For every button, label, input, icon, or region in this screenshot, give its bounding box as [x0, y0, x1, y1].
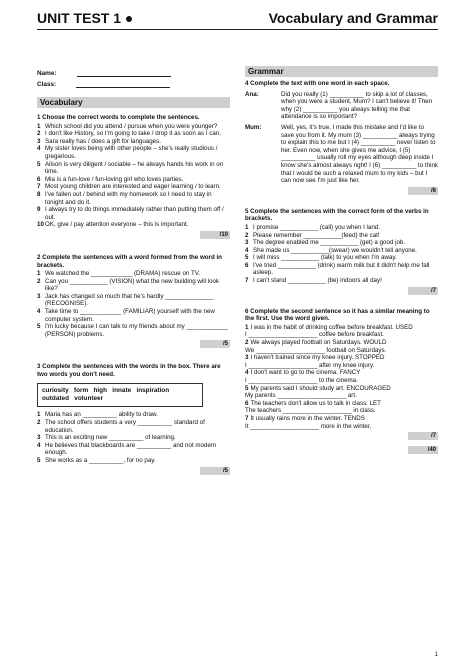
transform-line [245, 400, 438, 408]
transform-line [245, 347, 438, 355]
task2-title: 2 Complete the sentences with a word formed from the word in brackets. [37, 253, 222, 269]
word-box [37, 383, 203, 408]
item-text: Most young children are interested and eager learning / to learn. [45, 183, 221, 191]
dialog-line [245, 124, 438, 185]
total-score-value: /40 [408, 446, 438, 454]
item-text: I haven't trained since my knee injury. STOPPED [250, 354, 385, 362]
item-text: Sara really has / does a gift for languages. [45, 137, 161, 145]
list-item [37, 308, 230, 323]
section-title: Vocabulary and Grammar [268, 10, 438, 26]
class-line[interactable] [76, 81, 170, 88]
item-text: OK, give / pay attention everyone – this is important. [45, 221, 189, 229]
item-text: I don't like History, so I'm going to take / drop it as soon as I can. [45, 130, 221, 138]
item-number: 2 [37, 277, 41, 285]
item-number: 1 [37, 270, 41, 278]
task6-score [245, 432, 438, 440]
item-text: I don't want to go to the cinema. FANCY [250, 369, 361, 377]
task4-score-value: /6 [408, 187, 438, 195]
speaker-label: Ana: [245, 90, 259, 98]
item-number: 9 [37, 206, 41, 214]
item-text: She made us ___________(swear) we wouldn't tell anyone. [253, 246, 417, 254]
item-text: I was in the habit of drinking coffee before breakfast. USED [250, 323, 413, 331]
task1-score-value: /10 [200, 231, 230, 239]
list-item [37, 411, 230, 419]
task4-dialog [245, 91, 438, 185]
word-box-line2: outdated volunteer [42, 395, 104, 403]
dialog-text: Did you really (1) __________ to skip a lot of classes, when you were a student, Mum? I can't believe it! Then why (2) __________ you always telling me that attendance is so important? [281, 90, 433, 121]
list-item [245, 277, 438, 285]
task3-score-value: /5 [200, 467, 230, 475]
item-number: 7 [245, 414, 249, 422]
dialog-text: Well, yes, it's true. I made this mistake and I'd like to save you from it. My mum (3) __________ always trying to explain this to me but I (4) __________ never listen to her. Even now, when she gives me advice, I (5) __________ usually roll my eyes although deep inside I know she's almost always right! I (6) __________ to think that I would be such a relaxed mum to my kids – but I can now see I'm just like her. [281, 123, 438, 185]
item-text: Maria has an __________ ability to draw. [45, 411, 158, 419]
item-number: 4 [37, 145, 41, 153]
list-item [37, 270, 230, 278]
item-text: It usually rains more in the winter. TENDS [250, 414, 365, 422]
item-text: The teachers ____________________ in class. [245, 407, 376, 415]
task3-title: 3 Complete the sentences with the words in the box. There are two words you don't need. [37, 363, 221, 379]
item-text: We watched the ____________ (DRAMA) rescue on TV. [45, 270, 201, 278]
task6-title: 6 Complete the second sentence so it has a similar meaning to the first. Use the word given. [245, 307, 430, 323]
item-number: 5 [37, 160, 41, 168]
item-text: I ____________________ to the cinema. [245, 377, 358, 384]
item-number: 5 [37, 323, 41, 331]
item-text: Alison is very diligent / sociable – he always hands his work in on time. [45, 160, 224, 176]
list-item [37, 419, 230, 434]
item-number: 7 [245, 277, 249, 285]
list-item [37, 138, 230, 146]
task5-title: 5 Complete the sentences with the correct form of the verbs in brackets. [245, 207, 429, 223]
item-number: 6 [245, 261, 249, 269]
task3-score [37, 467, 230, 475]
list-item [37, 221, 230, 229]
unit-title: UNIT TEST 1 ● [37, 10, 134, 26]
task4-title: 4 Complete the text with one word in each space. [245, 80, 390, 87]
grammar-heading: Grammar [245, 66, 438, 77]
item-text: He believes that blackboards are __________ and not modern enough. [45, 441, 217, 457]
list-item [245, 232, 438, 240]
item-number: 3 [245, 354, 249, 362]
item-text: The school offers students a very __________ standard of education. [45, 419, 205, 434]
left-column [37, 66, 230, 475]
transform-line [245, 377, 438, 385]
item-text: I always try to do things immediately rather than putting them off / out. [45, 206, 224, 221]
list-item [37, 278, 230, 293]
item-number: 8 [37, 190, 41, 198]
total-score [245, 446, 438, 454]
transform-line [245, 339, 438, 347]
item-number: 4 [245, 369, 249, 377]
item-number: 2 [245, 339, 249, 347]
task3-list [37, 411, 230, 464]
item-number: 4 [245, 246, 249, 254]
item-number: 5 [245, 384, 249, 392]
list-item [37, 183, 230, 191]
item-text: I can't stand ___________ (be) indoors all day! [253, 277, 382, 285]
list-item [37, 206, 230, 221]
transform-line [245, 407, 438, 415]
item-number: 6 [245, 399, 249, 407]
speaker-label: Mum: [245, 123, 262, 131]
task2-list [37, 270, 230, 338]
item-number: 3 [37, 434, 41, 442]
item-text: She works as a __________, for no pay. [45, 457, 156, 464]
list-item [37, 442, 230, 457]
item-number: 1 [245, 323, 249, 331]
transform-line [245, 392, 438, 400]
task6-score-value: /7 [408, 432, 438, 440]
item-text: My parents ____________________ art. [245, 392, 357, 400]
item-number: 2 [37, 419, 41, 427]
item-text: Take time to ____________ (FAMILIAR) yourself with the new computer system. [45, 308, 215, 323]
list-item [37, 161, 230, 176]
transform-line [245, 423, 438, 431]
item-text: I ____________________ coffee before breakfast. [245, 331, 384, 339]
transform-line [245, 362, 438, 370]
task1-score [37, 231, 230, 239]
list-item [37, 434, 230, 442]
item-number: 10 [37, 221, 44, 229]
list-item [37, 293, 230, 308]
task1-title: 1 Choose the correct words to complete the sentences. [37, 114, 200, 121]
item-number: 2 [245, 231, 249, 239]
transform-line [245, 331, 438, 339]
item-text: Can you ___________ (VISION) what the new building will look like? [45, 277, 220, 293]
list-item [245, 224, 438, 232]
item-text: I've fallen out / behind with my homework so I need to stay in tonight and do it. [45, 190, 212, 206]
item-text: I've tried ___________ (drink) warm milk but it didn't help me fall asleep. [253, 261, 430, 277]
item-number: 5 [37, 457, 41, 464]
item-number: 2 [37, 130, 41, 138]
class-field [37, 77, 230, 88]
list-item [37, 145, 230, 160]
right-column [245, 66, 438, 454]
list-item [37, 323, 230, 338]
item-text: My sister loves being with other people – she's really studious / gregarious. [45, 145, 218, 160]
item-number: 4 [37, 308, 41, 316]
header-rule [37, 29, 438, 30]
item-number: 1 [245, 223, 249, 231]
list-item [37, 176, 230, 184]
name-label: Name: [37, 70, 57, 77]
task5-score-value: /7 [408, 287, 438, 295]
item-text: Which school did you attend / pursue when you were younger? [45, 122, 218, 130]
task5-list [245, 224, 438, 285]
name-field [37, 66, 230, 77]
task6-list [245, 324, 438, 430]
item-text: This is an exciting new __________ of learning. [45, 434, 176, 442]
task4-score [245, 187, 438, 195]
transform-line [245, 385, 438, 393]
item-text: It ____________________ more in the winter. [245, 422, 372, 430]
transform-line [245, 415, 438, 423]
item-text: I'm lucky because I can talk to my friends about my ____________ (PERSON) problems. [45, 323, 228, 338]
class-label: Class: [37, 81, 57, 88]
transform-line [245, 354, 438, 362]
task1-list [37, 123, 230, 229]
dialog-line [245, 91, 438, 121]
task5-score [245, 287, 438, 295]
page-number: 1 [434, 652, 438, 658]
item-number: 7 [37, 183, 41, 191]
item-text: I will miss ___________ (talk) to you when I'm away. [253, 254, 397, 262]
list-item [37, 457, 230, 465]
item-text: The degree enabled me ___________ (get) a good job. [253, 239, 406, 247]
transform-line [245, 369, 438, 377]
item-text: We always played football on Saturdays. WOULD [250, 339, 387, 347]
item-number: 3 [37, 137, 41, 145]
item-number: 1 [37, 411, 41, 419]
item-text: Please remember ___________(feed) the cat! [253, 231, 380, 239]
item-number: 5 [245, 254, 249, 262]
item-text: My parents said I should study art. ENCOURAGED [250, 384, 391, 392]
item-number: 4 [37, 441, 41, 449]
item-text: We ____________________ football on Saturdays. [245, 346, 387, 354]
item-text: The teachers don't allow us to talk in class. LET [250, 399, 381, 407]
task2-score [37, 340, 230, 348]
list-item [245, 239, 438, 247]
transform-line [245, 324, 438, 332]
item-number: 6 [37, 175, 41, 183]
item-text: Mia is a fun-love / fun-loving girl who loves parties. [45, 175, 184, 183]
item-text: Jack has changed so much that he's hardly ______________ (RECOGNISE). [45, 292, 214, 308]
list-item [245, 254, 438, 262]
word-box-line1: curiosity form high innate inspiration [42, 386, 170, 394]
item-number: 3 [245, 239, 249, 247]
name-line[interactable] [77, 70, 171, 77]
task2-score-value: /5 [200, 340, 230, 348]
item-text: I ____________________ after my knee injury. [245, 361, 375, 369]
list-item [37, 123, 230, 131]
list-item [37, 130, 230, 138]
list-item [37, 191, 230, 206]
item-number: 1 [37, 122, 41, 130]
list-item [245, 262, 438, 277]
item-number: 3 [37, 292, 41, 300]
list-item [245, 247, 438, 255]
vocabulary-heading: Vocabulary [37, 97, 230, 108]
item-text: I promise ___________ (call) you when I land. [253, 223, 380, 231]
